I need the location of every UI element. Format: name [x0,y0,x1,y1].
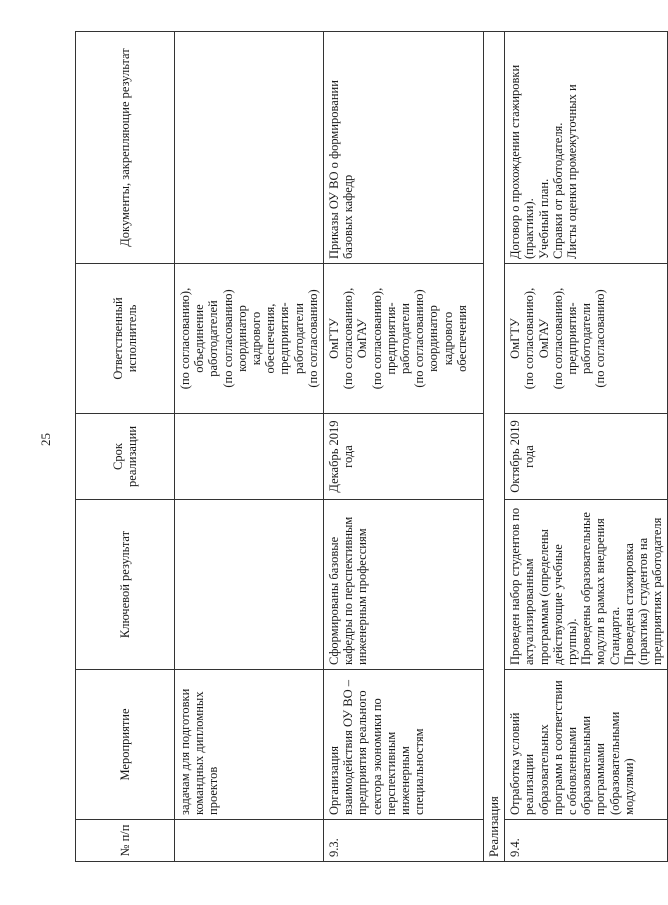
responsible-line: координатор [426,305,441,372]
cell-documents [505,32,668,264]
cell-deadline: Октябрь 2019 года [505,414,668,500]
document-line: Договор о прохождении стажировки (практики). [508,64,537,259]
cell-activity: задачам для подготовки командных дипломных проектов [175,670,324,820]
result-line: Проведен набор студентов по актуализированным программам (определены действующие учебные группы). [508,507,580,665]
responsible-line: (по согласованию) [412,289,427,388]
responsible-line: кадрового [249,311,264,366]
cell-num [175,820,324,862]
responsible-line: координатор [234,305,249,372]
responsible-line: (по согласованию) [593,289,608,388]
cell-result [505,500,668,670]
responsible-line: работодатели [398,303,413,374]
cell-documents [175,32,324,264]
result-line: Проведена стажировка (практика) студентов на предприятиях работодателя [621,517,665,665]
section-row [484,32,505,862]
cell-num: 9.4. [505,820,668,862]
document-line: Справки от работодателя. [550,122,565,259]
responsible-line: ОмГТУ [508,318,523,359]
result-line: Проведены образовательные модули в рамках внедрения Стандарта. [579,512,622,665]
header-documents: Документы, закрепляющие результат [76,32,175,264]
rotated-table-stage [75,32,665,862]
responsible-line: обеспечения [454,305,469,372]
responsible-line: ОмГАУ [355,318,370,359]
responsible-line: предприятия- [383,302,398,375]
table-row-9-4 [505,32,668,862]
responsible-line: (по согласованию), [341,287,356,390]
cell-result: Сформированы базовые кафедры по перспективным инженерным профессиям [324,500,484,670]
cell-num: 9.3. [324,820,484,862]
responsible-line: (по согласованию), [369,287,384,390]
responsible-line: обеспечения, [263,303,278,374]
cell-responsible [324,264,484,414]
table-row-continuation [175,32,324,862]
responsible-line: (по согласованию) [220,289,235,388]
responsible-line: работодатели [291,303,306,374]
responsible-line: (по согласованию) [305,289,320,388]
table-row-9-3 [324,32,484,862]
responsible-line: объединение [192,304,207,373]
cell-activity: Отработка условий реализации образовательных программ в соответствии с обновленными образовательными программами (образовательными модулями) [505,670,668,820]
responsible-line: предприятия- [277,302,292,375]
page-number: 25 [38,433,53,447]
responsible-line: (по согласованию), [522,287,537,390]
cell-responsible [505,264,668,414]
responsible-line: ОмГАУ [536,318,551,359]
responsible-line: кадрового [440,311,455,366]
cell-deadline [175,414,324,500]
document-line: Листы оценки промежуточных и [565,84,580,259]
responsible-line: работодатели [579,303,594,374]
header-result: Ключевой результат [76,500,175,670]
responsible-line: ОмГТУ [327,318,342,359]
responsible-line: (по согласованию), [550,287,565,390]
header-responsible: Ответственный исполнитель [76,264,175,414]
responsible-line: предприятия- [565,302,580,375]
cell-result [175,500,324,670]
cell-documents: Приказы ОУ ВО о формировании базовых кафедр [324,32,484,264]
table-header-row [76,32,175,862]
header-deadline: Срок реализации [76,414,175,500]
cell-deadline: Декабрь 2019 года [324,414,484,500]
document-line: Учебный план. [536,178,551,259]
plan-table [75,31,668,862]
header-num: № п/п [76,820,175,862]
cell-activity: Организация взаимодействия ОУ ВО – предприятия реального сектора экономики по перспективным инженерным специальностям [324,670,484,820]
responsible-line: работодателей [206,300,221,377]
header-activity: Мероприятие [76,670,175,820]
section-label: Реализация [484,32,505,862]
responsible-line: (по согласованию), [178,287,192,390]
cell-responsible [175,264,324,414]
